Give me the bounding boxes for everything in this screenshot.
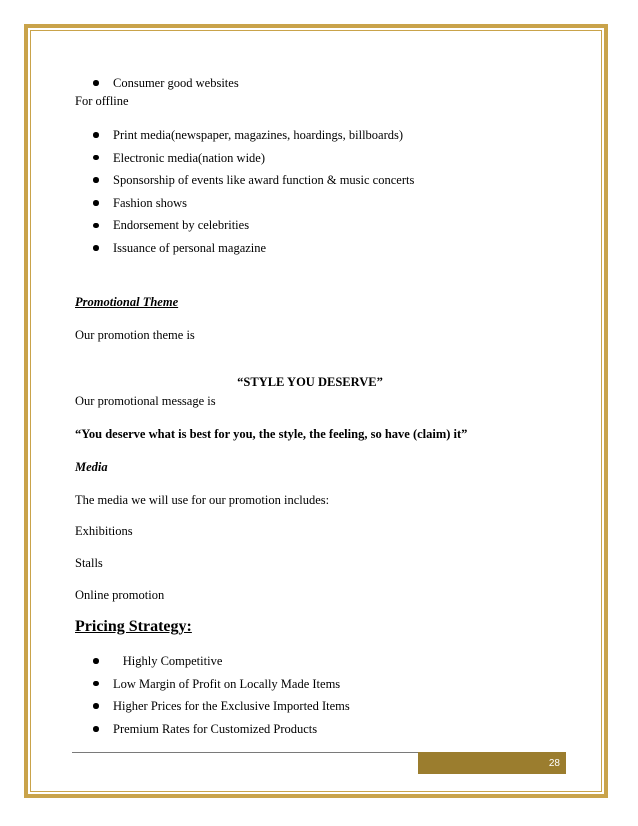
media-heading: Media [75, 460, 108, 474]
bullet-icon [93, 132, 99, 138]
bullet-icon [93, 245, 99, 251]
list-item [75, 695, 350, 718]
bullet-icon [93, 223, 99, 229]
media-item-exhibitions: Exhibitions [75, 524, 133, 538]
promotional-message-intro: Our promotional message is [75, 394, 216, 408]
list-item [75, 214, 414, 237]
list-item-text: Endorsement by celebrities [113, 218, 250, 233]
footer-divider [72, 752, 418, 753]
bullet-icon [93, 658, 99, 664]
page-number-box [418, 752, 566, 774]
list-item [75, 192, 414, 215]
list-item-text: Sponsorship of events like award function & music concerts [113, 173, 415, 188]
list-item [75, 72, 239, 95]
list-item-text: Highly Competitive [113, 654, 213, 668]
bullet-icon [93, 155, 99, 161]
list-item [75, 237, 414, 260]
list-item-text: Print media(newspaper, magazines, hoardings, billboards) [113, 128, 404, 142]
list-item-text: Issuance of personal magazine [113, 240, 267, 255]
list-item [75, 673, 350, 696]
list-item [75, 147, 414, 170]
list-item [75, 124, 414, 147]
media-item-stalls: Stalls [75, 556, 103, 570]
list-item-text: Premium Rates for Customized Products [113, 721, 318, 736]
list-item-text: Fashion shows [113, 195, 187, 210]
bullet-icon [93, 703, 99, 709]
top-bullet-list [75, 72, 239, 95]
promotion-theme-slogan: “STYLE YOU DESERVE” [237, 374, 383, 389]
bullet-icon [93, 80, 99, 86]
list-item-text: Low Margin of Profit on Locally Made Items [113, 676, 341, 691]
list-item-text: Electronic media(nation wide) [113, 150, 266, 165]
bullet-icon [93, 177, 99, 183]
promotional-theme-heading: Promotional Theme [75, 295, 179, 309]
list-item [75, 718, 350, 741]
offline-heading: For offline [75, 94, 129, 108]
promotion-theme-intro: Our promotion theme is [75, 328, 195, 342]
promotional-message: “You deserve what is best for you, the style, the feeling, so have (claim) it” [75, 427, 468, 441]
pricing-strategy-heading: Pricing Strategy: [75, 618, 192, 635]
offline-bullet-list [75, 124, 414, 260]
list-item-text: Higher Prices for the Exclusive Imported Items [113, 699, 350, 714]
list-item-text: Consumer good websites [113, 76, 239, 90]
media-intro: The media we will use for our promotion includes: [75, 493, 330, 507]
list-item [75, 169, 414, 192]
media-item-online: Online promotion [75, 588, 165, 602]
bullet-icon [93, 726, 99, 732]
bullet-icon [93, 200, 99, 206]
pricing-bullet-list [75, 650, 350, 740]
bullet-icon [93, 681, 99, 687]
page-number: 28 [548, 758, 560, 769]
list-item [75, 650, 350, 673]
